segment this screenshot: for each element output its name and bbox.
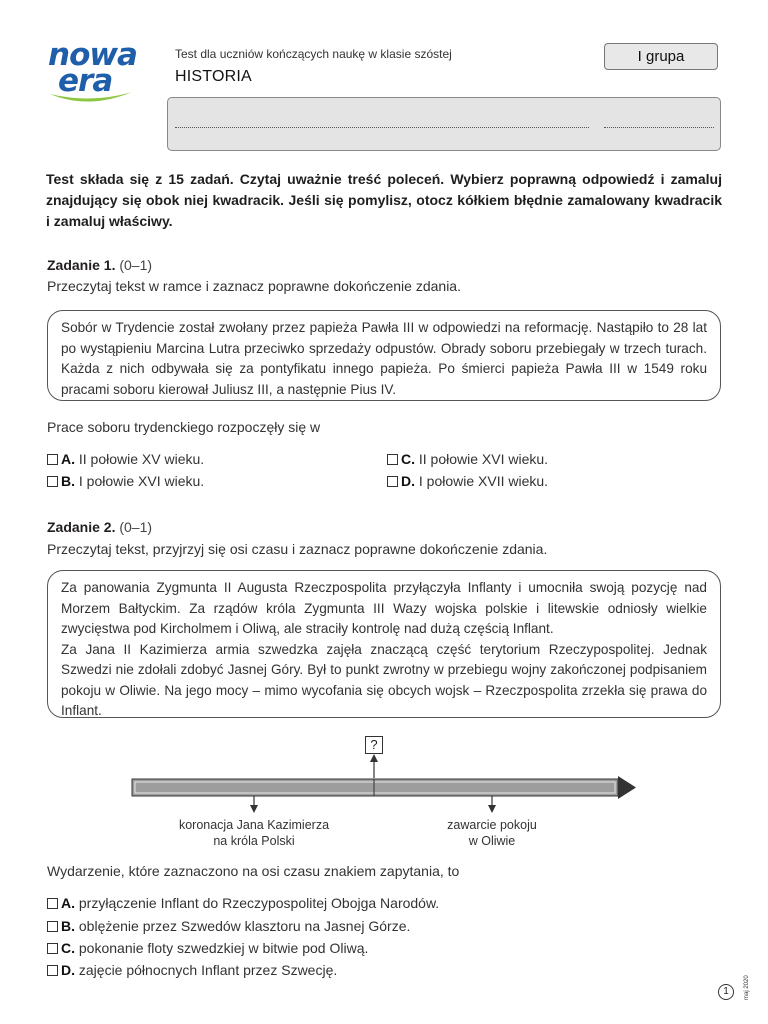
- task2-option-a[interactable]: [47, 895, 439, 911]
- page-number: 1: [718, 984, 734, 1000]
- task1-source-text: Sobór w Trydencie został zwołany przez papieża Pawła III w odpowiedzi na reformację. Nastąpiło to 28 lat po wystąpieniu Marcina Lutra przeciwko sprzedaży odpustów. Obrady soboru przebiegały w trzech turach. Każda z nich odbywała się za pontyfikatu innego papieża. Po śmierci papieża Pawła III w 1549 roku pracami soboru kierował Juliusz III, a następnie Pius IV.: [61, 320, 707, 397]
- checkbox[interactable]: [47, 898, 58, 909]
- option-letter: D.: [61, 962, 75, 978]
- checkbox[interactable]: [47, 454, 58, 465]
- task1-points: (0–1): [119, 257, 153, 273]
- task2-source-frame: [47, 570, 721, 718]
- task1-option-a[interactable]: [47, 451, 204, 467]
- task1-title: Zadanie 1.: [47, 257, 116, 273]
- task1-source-frame: [47, 310, 721, 401]
- task1-instruction: Przeczytaj tekst w ramce i zaznacz poprawne dokończenie zdania.: [47, 278, 461, 294]
- timeline-label-coronation-line2: na króla Polski: [213, 834, 295, 848]
- option-letter: B.: [61, 473, 75, 489]
- logo-word-era: era: [58, 63, 113, 99]
- task2-points: (0–1): [119, 519, 153, 535]
- timeline-label-coronation-line1: koronacja Jana Kazimierza: [178, 818, 330, 832]
- task1-question: Prace soboru trydenckiego rozpoczęły się w: [47, 419, 321, 435]
- option-text: II połowie XVI wieku.: [418, 451, 549, 467]
- task2-title: Zadanie 2.: [47, 519, 116, 535]
- task2-option-c[interactable]: [47, 940, 368, 956]
- group-badge: I grupa: [604, 43, 718, 70]
- nowa-era-logo: [48, 37, 137, 106]
- option-letter: A.: [61, 451, 75, 467]
- checkbox[interactable]: [47, 943, 58, 954]
- option-letter: C.: [401, 451, 415, 467]
- timeline-question-marker: ?: [365, 736, 383, 754]
- option-letter: A.: [61, 895, 75, 911]
- timeline-end-arrow-icon: [618, 776, 636, 799]
- test-subtitle: Test dla uczniów kończących naukę w klasie szóstej: [175, 47, 452, 61]
- student-name-field[interactable]: [167, 97, 721, 151]
- option-text: pokonanie floty szwedzkiej w bitwie pod Oliwą.: [78, 940, 369, 956]
- timeline-up-arrowhead: [370, 754, 378, 762]
- task1-heading: [47, 257, 152, 273]
- checkbox[interactable]: [47, 921, 58, 932]
- option-text: II połowie XV wieku.: [78, 451, 205, 467]
- checkbox[interactable]: [387, 454, 398, 465]
- task2-option-d[interactable]: [47, 962, 337, 978]
- subject-title: HISTORIA: [175, 68, 252, 85]
- timeline-label-coronation: [154, 817, 354, 849]
- name-dotted-line: [175, 127, 589, 128]
- logo-swoosh-icon: [48, 90, 134, 108]
- task2-source-paragraph-2: Za Jana II Kazimierza armia szwedzka zajęła znaczącą część terytorium Rzeczypospolitej. Jednak Szwedzi nie zdołali zdobyć Jasnej Góry. Był to punkt zwrotny w przebiegu wojny zakończonej podpisaniem pokoju w Oliwie. Na jego mocy – mimo wycofania się obcych wojsk – Rzeczpospolita zrzekła się prawa do Inflant.: [61, 641, 707, 718]
- timeline-right-arrowhead: [488, 805, 496, 813]
- print-code: maj 2020: [744, 975, 750, 1000]
- timeline-left-arrowhead: [250, 805, 258, 813]
- option-text: oblężenie przez Szwedów klasztoru na Jasnej Górze.: [78, 918, 411, 934]
- task2-question: Wydarzenie, które zaznaczono na osi czasu znakiem zapytania, to: [47, 863, 460, 879]
- checkbox[interactable]: [47, 476, 58, 487]
- test-instructions: Test składa się z 15 zadań. Czytaj uważnie treść poleceń. Wybierz poprawną odpowiedź i zamaluj znajdujący się obok niej kwadracik. Jeśli się pomylisz, otocz kółkiem błędnie zamalowany kwadracik i zamaluj właściwy.: [46, 171, 722, 229]
- checkbox[interactable]: [47, 965, 58, 976]
- class-dotted-line: [604, 127, 714, 128]
- timeline-bar-inner: [135, 782, 615, 793]
- option-letter: B.: [61, 918, 75, 934]
- logo-word-nowa: nowa: [48, 37, 137, 73]
- option-text: I połowie XVI wieku.: [78, 473, 205, 489]
- task1-option-d[interactable]: [387, 473, 548, 489]
- timeline-label-peace-line2: w Oliwie: [468, 834, 516, 848]
- option-letter: D.: [401, 473, 415, 489]
- task2-instruction: Przeczytaj tekst, przyjrzyj się osi czasu i zaznacz poprawne dokończenie zdania.: [47, 541, 548, 557]
- option-text: I połowie XVII wieku.: [418, 473, 549, 489]
- task2-heading: [47, 519, 152, 535]
- checkbox[interactable]: [387, 476, 398, 487]
- option-text: zajęcie północnych Inflant przez Szwecję.: [78, 962, 338, 978]
- timeline-label-peace: [412, 817, 572, 849]
- task1-option-b[interactable]: [47, 473, 204, 489]
- option-letter: C.: [61, 940, 75, 956]
- timeline-label-peace-line1: zawarcie pokoju: [447, 818, 537, 832]
- task1-option-c[interactable]: [387, 451, 548, 467]
- option-text: przyłączenie Inflant do Rzeczypospolitej Obojga Narodów.: [78, 895, 440, 911]
- task2-option-b[interactable]: [47, 918, 410, 934]
- timeline: [120, 752, 640, 822]
- task2-source-paragraph-1: Za panowania Zygmunta II Augusta Rzeczpospolita przyłączyła Inflanty i umocniła swoją pozycję nad Morzem Bałtyckim. Za rządów króla Zygmunta III Wazy wojska polskie i litewskie odniosły wielkie zwycięstwa pod Kircholmem i Oliwą, ale straciły kontrolę nad dużą częścią Inflant.: [61, 580, 707, 636]
